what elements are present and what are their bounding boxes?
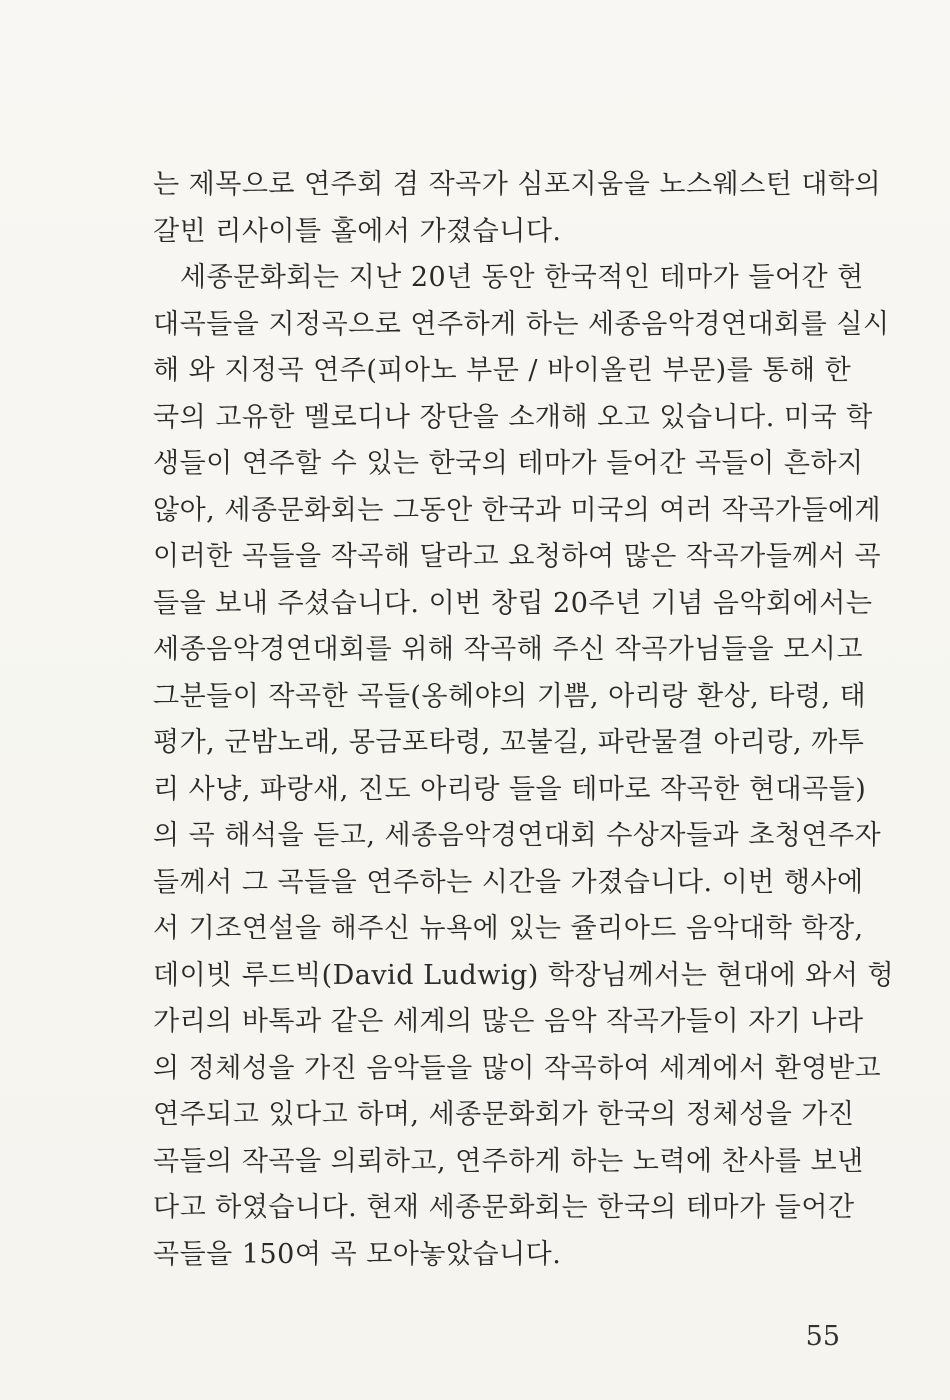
text-line: 의 곡 해석을 듣고, 세종음악경연대회 수상자들과 초청연주자: [153, 820, 882, 851]
page-number: 55: [805, 1321, 840, 1352]
text-line: 가리의 바톡과 같은 세계의 많은 음악 작곡가들이 자기 나라: [153, 1006, 864, 1037]
text-line: 생들이 연주할 수 있는 한국의 테마가 들어간 곡들이 흔하지: [153, 448, 864, 479]
text-line: 평가, 군밤노래, 몽금포타령, 꼬불길, 파란물결 아리랑, 까투: [153, 727, 865, 758]
text-line: 해 와 지정곡 연주(피아노 부문 / 바이올린 부문)를 통해 한: [153, 355, 852, 386]
paragraph-1: [153, 162, 882, 255]
text-line: 그분들이 작곡한 곡들(옹헤야의 기쁨, 아리랑 환상, 타령, 태: [153, 680, 867, 712]
body-text: [153, 162, 895, 1278]
text-line: 국의 고유한 멜로디나 장단을 소개해 오고 있습니다. 미국 학: [153, 401, 873, 433]
text-line: 않아, 세종문화회는 그동안 한국과 미국의 여러 작곡가들에게: [153, 494, 882, 526]
text-line: 세종음악경연대회를 위해 작곡해 주신 작곡가님들을 모시고: [153, 634, 863, 665]
text-line: 이러한 곡들을 작곡해 달라고 요청하여 많은 작곡가들께서 곡: [153, 541, 882, 572]
text-line: 들을 보내 주셨습니다. 이번 창립 20주년 기념 음악회에서는: [153, 587, 873, 619]
text-line: 들께서 그 곡들을 연주하는 시간을 가졌습니다. 이번 행사에: [153, 866, 864, 898]
text-line: 다고 하였습니다. 현재 세종문화회는 한국의 테마가 들어간: [153, 1192, 855, 1223]
text-line: 세종문화회는 지난 20년 동안 한국적인 테마가 들어간 현: [180, 262, 864, 293]
text-line: 서 기조연설을 해주신 뉴욕에 있는 쥴리아드 음악대학 학장,: [153, 913, 864, 944]
text-line: 연주되고 있다고 하며, 세종문화회가 한국의 정체성을 가진: [153, 1099, 855, 1130]
text-line: 의 정체성을 가진 음악들을 많이 작곡하여 세계에서 환영받고: [153, 1052, 882, 1084]
text-line: 리 사냥, 파랑새, 진도 아리랑 들을 테마로 작곡한 현대곡들): [153, 773, 867, 805]
text-line: 대곡들을 지정곡으로 연주하게 하는 세종음악경연대회를 실시: [153, 308, 890, 340]
text-line: 곡들의 작곡을 의뢰하고, 연주하게 하는 노력에 찬사를 보낸: [153, 1145, 864, 1177]
text-line: 데이빗 루드빅(David Ludwig) 학장님께서는 현대에 와서 헝: [153, 959, 895, 991]
paragraph-2: [153, 255, 895, 1278]
text-line: 는 제목으로 연주회 겸 작곡가 심포지움을 노스웨스턴 대학의: [153, 169, 882, 200]
text-line: 갈빈 리사이틀 홀에서 가졌습니다.: [153, 215, 562, 247]
text-line: 곡들을 150여 곡 모아놓았습니다.: [153, 1238, 562, 1270]
